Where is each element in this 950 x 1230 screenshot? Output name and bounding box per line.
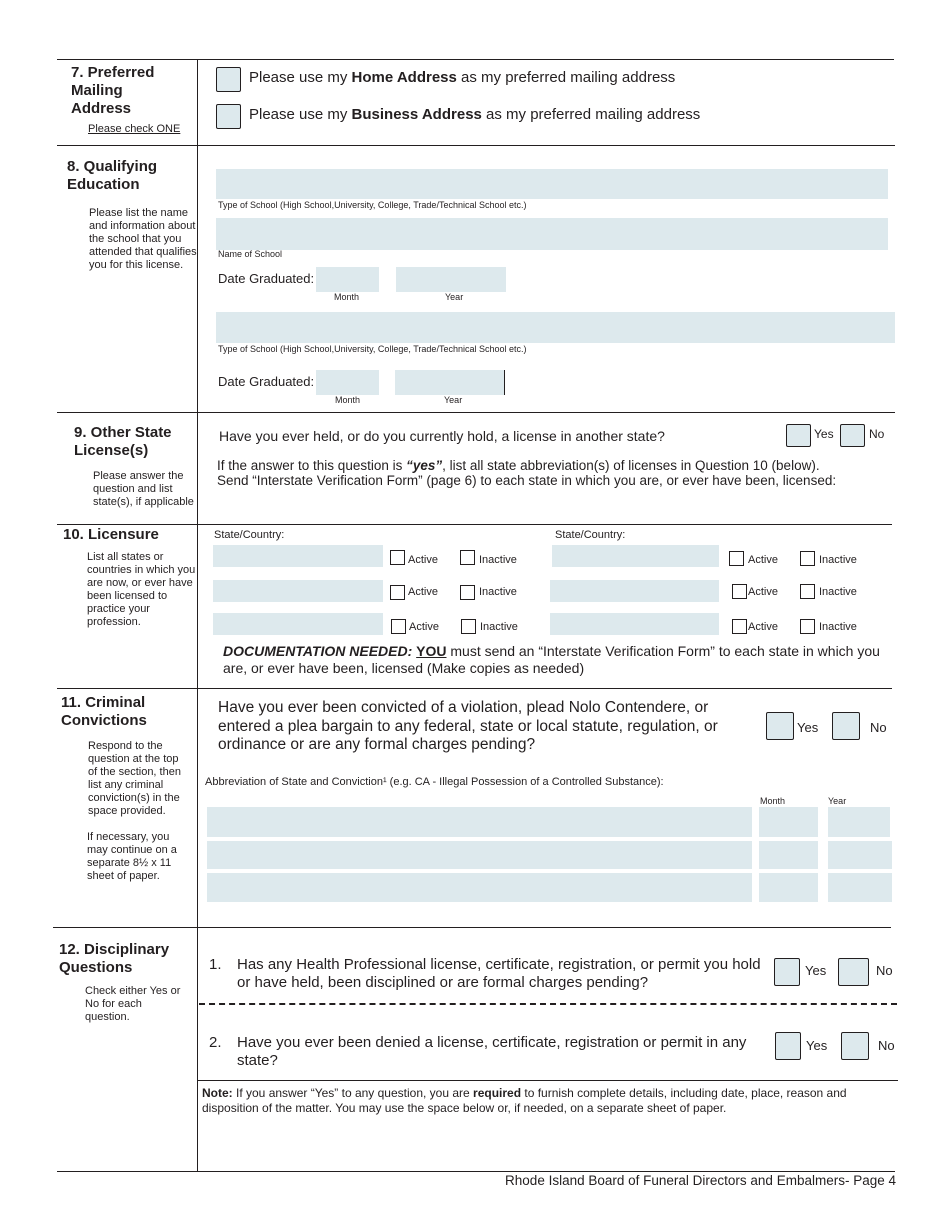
top-rule [57, 59, 894, 60]
active-checkbox-right-2[interactable] [732, 584, 747, 599]
disciplinary-q1-yes-label: Yes [805, 963, 827, 978]
state-country-label-left: State/Country: [214, 529, 285, 541]
state-country-label-right: State/Country: [555, 529, 626, 541]
grad-year-label-2: Year [444, 395, 463, 405]
inactive-checkbox-right-2[interactable] [800, 584, 815, 599]
section-12-help: Check either Yes or No for each question. [85, 985, 181, 1023]
other-state-question: Have you ever held, or do you currently hold, a license in another state? [219, 428, 665, 444]
active-label: Active [408, 586, 438, 598]
disciplinary-q2-yes-checkbox[interactable] [775, 1032, 801, 1060]
section-8-help: Please list the name and information about the school that you attended that qualifies you for this license. [89, 207, 197, 271]
section-11-help-1: Respond to the question at the top of the section, then list any criminal conviction(s) in the space provided. [88, 740, 181, 817]
rule-9-10 [57, 524, 892, 525]
disciplinary-q1-no-label: No [876, 963, 893, 978]
state-field-right-3[interactable] [550, 613, 719, 635]
business-address-label: Please use my Business Address as my preferred mailing address [249, 106, 701, 123]
grad-month-label-1: Month [334, 292, 360, 302]
rule-8-9 [57, 412, 895, 413]
inactive-label: Inactive [479, 554, 517, 566]
date-graduated-label-1: Date Graduated: [218, 271, 315, 286]
bottom-rule [57, 1171, 895, 1172]
conviction-year-1[interactable] [828, 807, 890, 837]
inactive-label: Inactive [819, 621, 857, 633]
grad-month-field-1[interactable] [316, 267, 379, 292]
inactive-label: Inactive [479, 586, 517, 598]
section-11-title: 11. Criminal Convictions [61, 694, 147, 729]
conviction-month-1[interactable] [759, 807, 818, 837]
inactive-checkbox-right-1[interactable] [800, 551, 815, 566]
active-checkbox-right-1[interactable] [729, 551, 744, 566]
section-9-help: Please answer the question and list state(s), if applicable [93, 470, 194, 508]
criminal-no-checkbox[interactable] [832, 712, 860, 740]
section-10-title: 10. Licensure [63, 526, 159, 543]
disciplinary-q1-no-checkbox[interactable] [838, 958, 869, 986]
disciplinary-q1: Has any Health Professional license, certificate, registration, or permit you hold or have held, been disciplined or are formal charges pending? [237, 956, 761, 991]
other-state-no-label: No [869, 427, 885, 441]
school-type-field-1[interactable] [216, 169, 888, 199]
active-label: Active [748, 554, 778, 566]
section-7-title: 7. Preferred Mailing Address [71, 64, 155, 117]
section-8-title: 8. Qualifying Education [67, 158, 158, 193]
conviction-month-2[interactable] [759, 841, 818, 869]
school-name-field[interactable] [216, 218, 888, 250]
inactive-checkbox-left-1[interactable] [460, 550, 475, 565]
state-field-left-1[interactable] [213, 545, 383, 567]
rule-10-11 [57, 688, 892, 689]
conviction-year-3[interactable] [828, 873, 892, 902]
disciplinary-q2-number: 2. [209, 1034, 222, 1051]
conviction-field-1[interactable] [207, 807, 752, 837]
inactive-checkbox-left-2[interactable] [460, 585, 475, 600]
grad-year-field-1[interactable] [396, 267, 506, 292]
other-state-yes-label: Yes [814, 427, 834, 441]
rule-note [197, 1080, 898, 1081]
active-label: Active [748, 586, 778, 598]
conviction-field-2[interactable] [207, 841, 752, 869]
disciplinary-q1-number: 1. [209, 956, 222, 973]
active-checkbox-left-1[interactable] [390, 550, 405, 565]
grad-month-label-2: Month [335, 395, 361, 405]
disciplinary-q2-no-checkbox[interactable] [841, 1032, 869, 1060]
active-label: Active [409, 621, 439, 633]
state-field-right-1[interactable] [552, 545, 719, 567]
state-field-right-2[interactable] [550, 580, 719, 602]
active-label: Active [748, 621, 778, 633]
date-graduated-label-2: Date Graduated: [218, 374, 315, 389]
rule-11-12 [53, 927, 891, 928]
disciplinary-q1-yes-checkbox[interactable] [774, 958, 800, 986]
active-checkbox-left-2[interactable] [390, 585, 405, 600]
grad-year-field-2[interactable] [395, 370, 505, 395]
inactive-label: Inactive [819, 586, 857, 598]
inactive-label: Inactive [819, 554, 857, 566]
school-type-label-2: Type of School (High School,University, College, Trade/Technical School etc.) [218, 344, 527, 354]
grad-year-label-1: Year [445, 292, 464, 302]
conviction-field-3[interactable] [207, 873, 752, 902]
state-field-left-3[interactable] [213, 613, 383, 635]
conviction-abbreviation-label: Abbreviation of State and Conviction¹ (e.g. CA - Illegal Possession of a Controlled Substance): [205, 776, 664, 788]
grad-month-field-2[interactable] [316, 370, 379, 395]
school-type-field-2[interactable] [216, 312, 895, 343]
section-9-title: 9. Other State License(s) [74, 424, 172, 459]
disciplinary-q2-no-label: No [878, 1038, 895, 1053]
active-checkbox-left-3[interactable] [391, 619, 406, 634]
criminal-no-label: No [870, 720, 887, 735]
conviction-month-3[interactable] [759, 873, 818, 902]
conviction-month-header: Month [760, 796, 786, 806]
conviction-year-header: Year [828, 796, 847, 806]
section-11-help-2: If necessary, you may continue on a separate 8½ x 11 sheet of paper. [87, 831, 177, 882]
state-field-left-2[interactable] [213, 580, 383, 602]
inactive-checkbox-left-3[interactable] [461, 619, 476, 634]
conviction-year-2[interactable] [828, 841, 892, 869]
documentation-needed-note: DOCUMENTATION NEEDED: YOU must send an “Interstate Verification Form” to each state in which you are, or ever have been, licensed (Make copies as needed) [223, 643, 880, 676]
active-label: Active [408, 554, 438, 566]
other-state-yes-checkbox[interactable] [786, 424, 811, 447]
criminal-yes-checkbox[interactable] [766, 712, 794, 740]
school-name-label: Name of School [218, 249, 283, 259]
other-state-no-checkbox[interactable] [840, 424, 865, 447]
school-type-label-1: Type of School (High School,University, College, Trade/Technical School etc.) [218, 200, 527, 210]
home-address-checkbox[interactable] [216, 67, 241, 92]
rule-7-8 [57, 145, 895, 146]
inactive-label: Inactive [480, 621, 518, 633]
disciplinary-note: Note: If you answer “Yes” to any question, you are required to furnish complete details, including date, place, reason and disposition of the matter. You may use the space below or, if needed, on a separate sheet of paper. [202, 1086, 847, 1115]
page-footer: Rhode Island Board of Funeral Directors and Embalmers- Page 4 [505, 1173, 896, 1188]
other-state-instructions: If the answer to this question is “yes”, list all state abbreviation(s) of licenses in Question 10 (below). Send “Interstate Verification Form” (page 6) to each state in which you are, or ever have been, licensed: [217, 458, 837, 488]
disciplinary-q2: Have you ever been denied a license, certificate, registration or permit in any state? [237, 1034, 747, 1069]
disciplinary-q2-yes-label: Yes [806, 1038, 828, 1053]
business-address-checkbox[interactable] [216, 104, 241, 129]
inactive-checkbox-right-3[interactable] [800, 619, 815, 634]
criminal-yes-label: Yes [797, 720, 819, 735]
active-checkbox-right-3[interactable] [732, 619, 747, 634]
section-7-help: Please check ONE [88, 123, 181, 135]
home-address-label: Please use my Home Address as my preferred mailing address [249, 69, 676, 86]
section-10-help: List all states or countries in which you are now, or ever have been licensed to practice your profession. [87, 551, 196, 628]
disciplinary-details-area[interactable] [202, 1120, 892, 1168]
criminal-question: Have you ever been convicted of a violation, plead Nolo Contendere, or entered a plea bargain to any federal, state or local statute, regulation, or ordinance or are any formal charges pending? [218, 699, 718, 753]
section-12-title: 12. Disciplinary Questions [59, 941, 170, 976]
dashed-divider [199, 1003, 897, 1005]
